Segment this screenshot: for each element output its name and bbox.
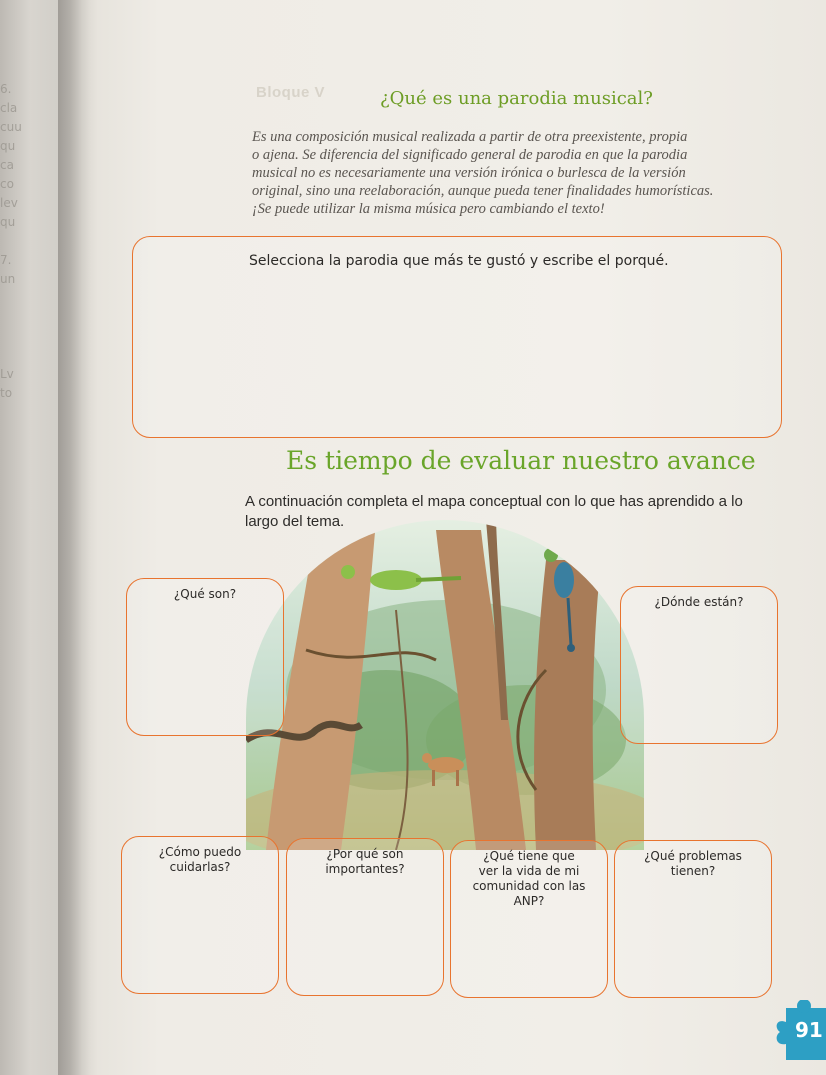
como-cuidarlas-box[interactable] [121,836,279,994]
donde-estan-box[interactable] [620,586,778,744]
definition-line: Es una composición musical realizada a partir de otra preexistente, propia [252,129,688,145]
definition-line: original, sino una reelaboración, aunque pueda tener finalidades humorísticas. [252,183,714,199]
parodia-title: ¿Qué es una parodia musical? [380,88,653,109]
vida-comunidad-box[interactable] [450,840,608,998]
como-cuidarlas-label: ¿Cómo puedo cuidarlas? [158,845,242,874]
problemas-label: ¿Qué problemas tienen? [644,849,742,878]
que-son-label: ¿Qué son? [173,587,237,601]
page-gutter-shadow [58,0,98,1075]
definition-line: o ajena. Se diferencia del significado general de parodia en que la parodia [252,147,688,163]
jungle-illustration [246,520,644,850]
definition-line: ¡Se puede utilizar la misma música pero cambiando el texto! [252,201,605,217]
evaluation-title: Es tiempo de evaluar nuestro avance [286,446,756,475]
parodia-definition [252,128,792,218]
por-que-importantes-label: ¿Por qué son importantes? [325,847,405,876]
page-number: 91 [795,1018,823,1042]
problemas-box[interactable] [614,840,772,998]
definition-line: musical no es necesariamente una versión irónica o burlesca de la versión [252,165,686,181]
vida-comunidad-label: ¿Qué tiene que ver la vida de mi comunidad con las ANP? [472,849,586,908]
parody-answer-box[interactable] [132,236,782,438]
parody-prompt: Selecciona la parodia que más te gustó y escribe el porqué. [249,253,669,269]
que-son-box[interactable] [126,578,284,736]
por-que-importantes-box[interactable] [286,838,444,996]
donde-estan-label: ¿Dónde están? [654,595,744,609]
bloque-watermark: Bloque V [256,84,326,101]
previous-page-bleed: 6. cla cuu qu ca co lev qu 7. un Lv to [0,82,22,400]
evaluation-instruction: A continuación completa el mapa conceptual con lo que has aprendido a lo largo del tema. [245,493,743,530]
jungle-illustration-svg [246,520,644,850]
